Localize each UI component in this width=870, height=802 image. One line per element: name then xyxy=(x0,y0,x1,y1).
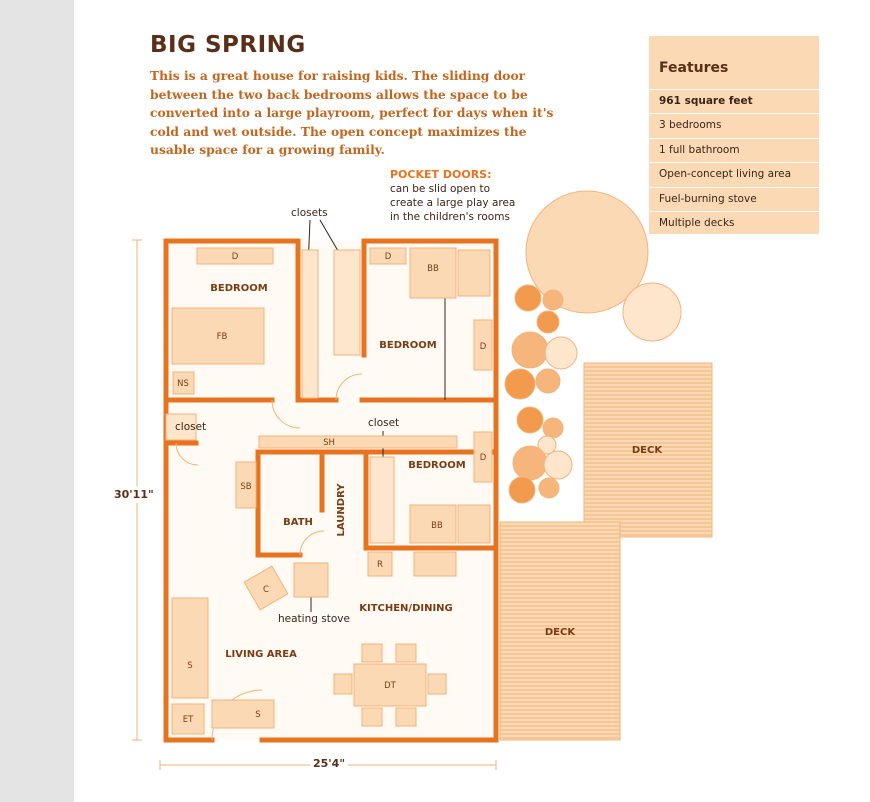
heating-stove-label: heating stove xyxy=(278,613,350,625)
feature-item: Multiple decks xyxy=(649,211,819,234)
room-label-kitchen: KITCHEN/DINING xyxy=(359,603,453,614)
room-label-bedroom: BEDROOM xyxy=(379,340,437,351)
closet-label: closet xyxy=(175,421,207,433)
fixture-label-sofa: S xyxy=(255,710,261,720)
pocket-doors-heading: POCKET DOORS: xyxy=(390,168,492,181)
fixture-label-bunk-bed: BB xyxy=(427,264,439,274)
room-label-living: LIVING AREA xyxy=(225,649,297,660)
features-heading: Features xyxy=(659,60,729,76)
pocket-doors-line: create a large play area xyxy=(390,197,516,209)
fixture-label-nightstand: NS xyxy=(177,379,189,389)
feature-item: Open-concept living area xyxy=(649,162,819,185)
feature-item: 3 bedrooms xyxy=(649,113,819,136)
closets-label: closets xyxy=(291,207,328,219)
room-label-deck: DECK xyxy=(544,627,576,638)
fixture-label-bunk-bed: BB xyxy=(431,521,443,531)
fixture-label-dresser: D xyxy=(479,342,487,352)
fixture-label-full-bed: FB xyxy=(216,332,228,342)
fixture-label-sofa: S xyxy=(187,661,193,671)
intro-paragraph: This is a great house for raising kids. The sliding door between the two back bedrooms allows the space to be converted into a large playroom, perfect for days when it's cold and wet outside. The open concept maximizes the usable space for a growing family. xyxy=(150,68,554,157)
closet-label: closet xyxy=(368,417,400,429)
fixture-label-chair: C xyxy=(263,585,269,595)
room-label-bedroom: BEDROOM xyxy=(210,283,268,294)
fixture-label-refrigerator: R xyxy=(377,560,383,570)
fixture-label-dresser: D xyxy=(479,453,487,463)
fixture-label-dresser: D xyxy=(384,252,392,262)
width-dimension: 25'4" xyxy=(310,757,348,770)
pocket-doors-callout xyxy=(390,168,515,224)
fixture-label-end-table: ET xyxy=(182,715,194,725)
fixture-label-storage-bench: SB xyxy=(240,482,252,492)
room-label-bath: BATH xyxy=(283,517,313,528)
room-label-laundry: LAUNDRY xyxy=(336,483,347,537)
feature-item: 1 full bathroom xyxy=(649,138,819,161)
room-label-deck: DECK xyxy=(631,445,663,456)
pocket-doors-line: can be slid open to xyxy=(390,183,491,195)
pocket-doors-line: in the children's rooms xyxy=(390,211,510,223)
fixture-label-dining-table: DT xyxy=(384,681,396,691)
feature-item: Fuel-burning stove xyxy=(649,187,819,210)
fixture-label-shelving: SH xyxy=(323,438,335,448)
height-dimension: 30'11" xyxy=(114,488,154,501)
feature-item: 961 square feet xyxy=(649,89,819,112)
room-label-bedroom: BEDROOM xyxy=(408,460,466,471)
page-title: BIG SPRING xyxy=(150,32,306,58)
fixture-label-dresser: D xyxy=(231,252,239,262)
